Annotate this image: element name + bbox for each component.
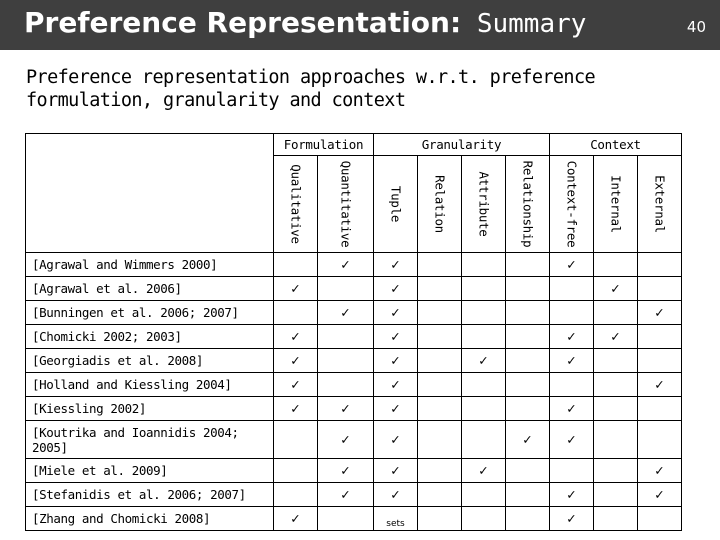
empty-cell (418, 421, 462, 459)
column-header-relation (418, 156, 462, 253)
corner-cell (26, 134, 274, 253)
check-mark-cell: ✓ (594, 277, 638, 301)
column-header-label: Internal (608, 175, 623, 233)
column-header-label: Context-free (564, 160, 579, 248)
check-mark-cell: ✓ (462, 349, 506, 373)
check-mark-cell: ✓ (318, 397, 374, 421)
check-mark-cell: ✓ (550, 253, 594, 277)
table-row (26, 325, 682, 349)
empty-cell (418, 397, 462, 421)
empty-cell (462, 373, 506, 397)
empty-cell (594, 397, 638, 421)
empty-cell (418, 459, 462, 483)
table-row (26, 459, 682, 483)
check-mark-cell: ✓ (550, 349, 594, 373)
check-mark-cell: ✓ (506, 421, 550, 459)
check-mark-cell: ✓ (374, 253, 418, 277)
empty-cell (550, 459, 594, 483)
empty-cell (550, 373, 594, 397)
empty-cell (418, 483, 462, 507)
check-mark-cell: ✓ (374, 349, 418, 373)
column-header-label: Attribute (476, 171, 491, 237)
check-mark-cell: ✓ (374, 483, 418, 507)
table-row (26, 253, 682, 277)
check-mark-cell: ✓ (274, 277, 318, 301)
empty-cell (506, 483, 550, 507)
column-header-external (638, 156, 682, 253)
empty-cell (462, 253, 506, 277)
empty-cell (638, 507, 682, 531)
empty-cell (462, 397, 506, 421)
check-mark-cell: ✓ (638, 459, 682, 483)
empty-cell (506, 507, 550, 531)
empty-cell (318, 277, 374, 301)
empty-cell (274, 483, 318, 507)
check-mark-cell: ✓ (374, 277, 418, 301)
empty-cell (638, 349, 682, 373)
reference-cell: [Chomicki 2002; 2003] (26, 325, 274, 349)
title-bar (0, 0, 720, 50)
column-header-label: Tuple (388, 185, 403, 223)
slide-subtitle: Preference representation approaches w.r.t. preference formulation, granularity and context (26, 67, 596, 111)
empty-cell (594, 373, 638, 397)
slide-title (24, 6, 586, 39)
empty-cell (274, 421, 318, 459)
check-mark-cell: ✓ (318, 301, 374, 325)
check-mark-cell: ✓ (274, 349, 318, 373)
reference-cell: [Miele et al. 2009] (26, 459, 274, 483)
check-mark-cell: ✓ (274, 325, 318, 349)
empty-cell (418, 507, 462, 531)
column-header-label: Quantitative (338, 160, 353, 248)
empty-cell (418, 253, 462, 277)
group-header-row (26, 134, 682, 156)
empty-cell (506, 301, 550, 325)
column-header-tuple (374, 156, 418, 253)
empty-cell (506, 277, 550, 301)
check-mark-cell: ✓ (638, 301, 682, 325)
reference-cell: [Zhang and Chomicki 2008] (26, 507, 274, 531)
empty-cell (274, 253, 318, 277)
table-row (26, 277, 682, 301)
empty-cell (418, 349, 462, 373)
empty-cell (550, 301, 594, 325)
empty-cell (638, 253, 682, 277)
empty-cell (506, 349, 550, 373)
empty-cell (594, 483, 638, 507)
reference-cell: [Koutrika and Ioannidis 2004; 2005] (26, 421, 274, 459)
empty-cell (594, 301, 638, 325)
summary-table (25, 133, 682, 531)
reference-cell: [Kiessling 2002] (26, 397, 274, 421)
group-header-context: Context (550, 134, 682, 156)
empty-cell (506, 373, 550, 397)
group-header-formulation: Formulation (274, 134, 374, 156)
empty-cell (594, 507, 638, 531)
empty-cell (318, 373, 374, 397)
page-number: 40 (686, 18, 706, 36)
empty-cell (462, 301, 506, 325)
check-mark-cell: ✓ (318, 459, 374, 483)
empty-cell (638, 325, 682, 349)
empty-cell (418, 325, 462, 349)
group-header-granularity: Granularity (374, 134, 550, 156)
empty-cell (274, 459, 318, 483)
empty-cell (318, 507, 374, 531)
empty-cell (462, 421, 506, 459)
check-mark-cell: ✓ (374, 301, 418, 325)
empty-cell (594, 253, 638, 277)
column-header-qualitative (274, 156, 318, 253)
reference-cell: [Stefanidis et al. 2006; 2007] (26, 483, 274, 507)
reference-cell: [Georgiadis et al. 2008] (26, 349, 274, 373)
column-header-quantitative (318, 156, 374, 253)
slide-title-main: Preference Representation: (24, 6, 462, 39)
reference-cell: [Agrawal et al. 2006] (26, 277, 274, 301)
column-header-label: Relationship (520, 160, 535, 248)
empty-cell (506, 253, 550, 277)
check-mark-cell: ✓ (550, 325, 594, 349)
table-row (26, 349, 682, 373)
slide-title-sub: Summary (461, 9, 587, 39)
column-header-relationship (506, 156, 550, 253)
check-mark-cell: ✓ (374, 397, 418, 421)
table-row (26, 421, 682, 459)
empty-cell (418, 277, 462, 301)
table-row (26, 397, 682, 421)
reference-cell: [Agrawal and Wimmers 2000] (26, 253, 274, 277)
check-mark-cell: ✓ (374, 373, 418, 397)
check-mark-cell: ✓ (638, 483, 682, 507)
check-mark-cell: ✓ (550, 421, 594, 459)
column-header-internal (594, 156, 638, 253)
empty-cell (550, 277, 594, 301)
check-mark-cell: ✓ (318, 483, 374, 507)
empty-cell (506, 397, 550, 421)
empty-cell (594, 349, 638, 373)
check-mark-cell: ✓ (374, 459, 418, 483)
check-mark-cell: ✓ (274, 373, 318, 397)
table-row (26, 483, 682, 507)
empty-cell (594, 421, 638, 459)
check-mark-cell: ✓ (318, 253, 374, 277)
check-mark-cell: ✓ (462, 459, 506, 483)
reference-cell: [Holland and Kiessling 2004] (26, 373, 274, 397)
table-row (26, 301, 682, 325)
column-header-label: Qualitative (288, 164, 303, 244)
check-mark-cell: ✓ (374, 421, 418, 459)
empty-cell (418, 301, 462, 325)
table-row (26, 373, 682, 397)
empty-cell (318, 325, 374, 349)
column-header-context-free (550, 156, 594, 253)
check-mark-cell: ✓ (594, 325, 638, 349)
empty-cell (638, 397, 682, 421)
column-header-label: External (652, 175, 667, 233)
table-row (26, 507, 682, 531)
check-mark-cell: ✓ (274, 397, 318, 421)
empty-cell (638, 421, 682, 459)
empty-cell (594, 459, 638, 483)
empty-cell (418, 373, 462, 397)
empty-cell (274, 301, 318, 325)
empty-cell (506, 459, 550, 483)
check-mark-cell: ✓ (318, 421, 374, 459)
column-header-label: Relation (432, 175, 447, 233)
check-mark-cell: ✓ (638, 373, 682, 397)
empty-cell (462, 483, 506, 507)
check-mark-cell: ✓ (550, 483, 594, 507)
empty-cell (318, 349, 374, 373)
empty-cell (462, 325, 506, 349)
column-header-attribute (462, 156, 506, 253)
check-mark-cell: ✓ (374, 325, 418, 349)
empty-cell (462, 277, 506, 301)
check-mark-cell: ✓ (550, 507, 594, 531)
empty-cell (506, 325, 550, 349)
empty-cell (638, 277, 682, 301)
value-cell: sets (374, 507, 418, 531)
check-mark-cell: ✓ (274, 507, 318, 531)
empty-cell (462, 507, 506, 531)
reference-cell: [Bunningen et al. 2006; 2007] (26, 301, 274, 325)
check-mark-cell: ✓ (550, 397, 594, 421)
